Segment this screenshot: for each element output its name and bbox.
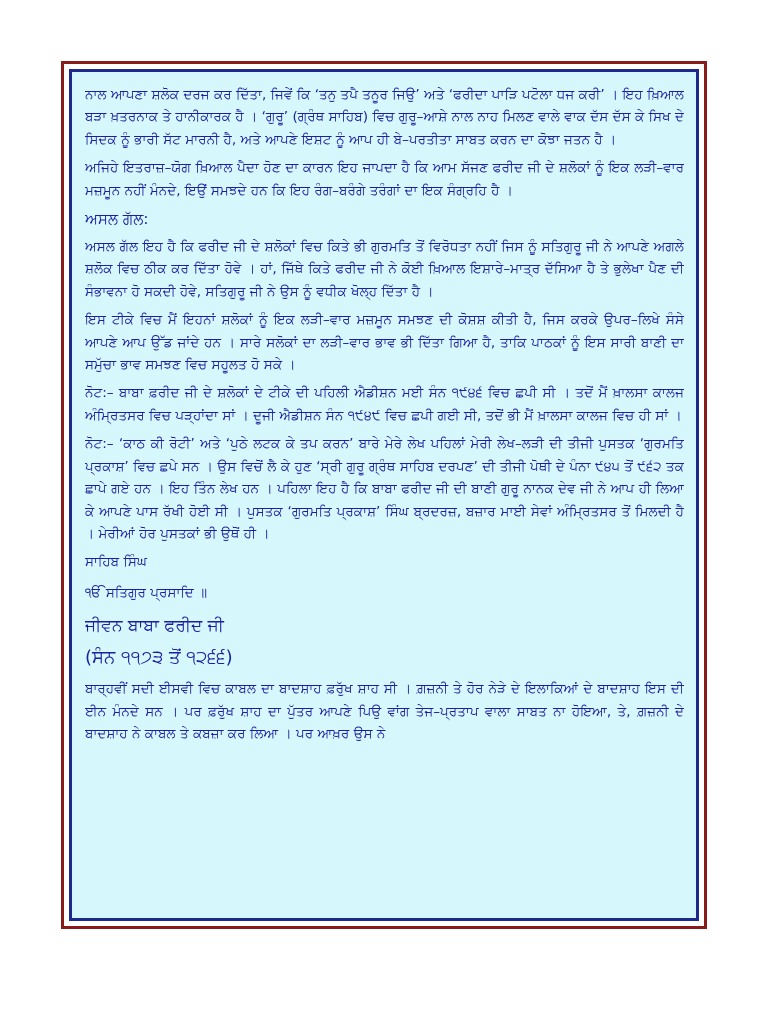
chapter-years: (ਸੰਨ ੧੧੭੩ ਤੋਂ ੧੨੬੬): [85, 647, 233, 669]
chapter-title: ਜੀਵਨ ਬਾਬਾ ਫਰੀਦ ਜੀ: [85, 616, 224, 637]
paragraph-1: ਨਾਲ ਆਪਣਾ ਸ਼ਲੋਕ ਦਰਜ ਕਰ ਦਿੱਤਾ, ਜਿਵੇਂ ਕਿ ‘ਤਨੁ ਤਪੈ ਤਨੂਰ ਜਿਉ’ ਅਤੇ ‘ਫਰੀਦਾ ਪਾੜਿ ਪਟੋਲਾ ਧਜ ਕਰੀ’ । ਇਹ ਖ਼ਿਆਲ ਬੜਾ ਖ਼ਤਰਨਾਕ ਤੇ ਹਾਨੀਕਾਰਕ ਹੈ । ‘ਗੁਰੂ’ (ਗ੍ਰੰਥ ਸਾਹਿਬ) ਵਿਚ ਗੁਰੂ–ਆਸ਼ੇ ਨਾਲ ਨਾਹ ਮਿਲਣ ਵਾਲੇ ਵਾਕ ਦੱਸ ਦੱਸ ਕੇ ਸਿਖ ਦੇ ਸਿਦਕ ਨੂੰ ਭਾਰੀ ਸੱਟ ਮਾਰਨੀ ਹੈ, ਅਤੇ ਆਪਣੇ ਇਸ਼ਟ ਨੂੰ ਆਪ ਹੀ ਬੇ–ਪਰਤੀਤਾ ਸਾਬਤ ਕਰਨ ਦਾ ਕੋਝਾ ਜਤਨ ਹੈ ।: [85, 87, 684, 148]
paragraph-3: ਅਸਲ ਗੱਲ ਇਹ ਹੈ ਕਿ ਫਰੀਦ ਜੀ ਦੇ ਸ਼ਲੋਕਾਂ ਵਿਚ ਕਿਤੇ ਭੀ ਗੁਰਮਤਿ ਤੋਂ ਵਿਰੋਧਤਾ ਨਹੀਂ ਜਿਸ ਨੂੰ ਸਤਿਗੁਰੂ ਜੀ ਨੇ ਆਪਣੇ ਅਗਲੇ ਸ਼ਲੋਕ ਵਿਚ ਠੀਕ ਕਰ ਦਿੱਤਾ ਹੋਵੇ । ਹਾਂ, ਜਿੱਥੇ ਕਿਤੇ ਫਰੀਦ ਜੀ ਨੇ ਕੋਈ ਖ਼ਿਆਲ ਇਸ਼ਾਰੇ–ਮਾਤ੍ਰ ਦੱਸਿਆ ਹੈ ਤੇ ਭੁਲੇਖਾ ਪੈਣ ਦੀ ਸੰਭਾਵਨਾ ਹੋ ਸਕਦੀ ਹੋਵੇ, ਸਤਿਗੁਰੂ ਜੀ ਨੇ ਉਸ ਨੂੰ ਵਧੀਕ ਖੋਲ੍ਹ ਦਿੱਤਾ ਹੈ ।: [85, 239, 684, 300]
paragraph-7: ਬਾਰ੍ਹਵੀਂ ਸਦੀ ਈਸਵੀ ਵਿਚ ਕਾਬਲ ਦਾ ਬਾਦਸ਼ਾਹ ਫ਼ਰੁੱਖ ਸ਼ਾਹ ਸੀ । ਗ਼ਜ਼ਨੀ ਤੇ ਹੋਰ ਨੇੜੇ ਦੇ ਇਲਾਕਿਆਂ ਦੇ ਬਾਦਸ਼ਾਹ ਇਸ ਦੀ ਈਨ ਮੰਨਦੇ ਸਨ । ਪਰ ਫ਼ਰੁੱਖ ਸ਼ਾਹ ਦਾ ਪੁੱਤਰ ਆਪਣੇ ਪਿਉ ਵਾਂਗ ਤੇਜ–ਪ੍ਰਤਾਪ ਵਾਲਾ ਸਾਬਤ ਨਾ ਹੋਇਆ, ਤੇ, ਗ਼ਜ਼ਨੀ ਦੇ ਬਾਦਸ਼ਾਹ ਨੇ ਕਾਬਲ ਤੇ ਕਬਜ਼ਾ ਕਰ ਲਿਆ । ਪਰ ਆਖ਼ਰ ਉਸ ਨੇ: [85, 681, 684, 742]
page-content: [85, 84, 684, 910]
paragraph-4: ਇਸ ਟੀਕੇ ਵਿਚ ਮੈਂ ਇਹਨਾਂ ਸ਼ਲੋਕਾਂ ਨੂੰ ਇਕ ਲੜੀ–ਵਾਰ ਮਜ਼ਮੂਨ ਸਮਝਣ ਦੀ ਕੋਸ਼ਸ਼ ਕੀਤੀ ਹੈ, ਜਿਸ ਕਰਕੇ ਉਪਰ–ਲਿਖੇ ਸੰਸੇ ਆਪਣੇ ਆਪ ਉੱਡ ਜਾਂਦੇ ਹਨ । ਸਾਰੇ ਸਲੋਕਾਂ ਦਾ ਲੜੀ–ਵਾਰ ਭਾਵ ਭੀ ਦਿੱਤਾ ਗਿਆ ਹੈ, ਤਾਕਿ ਪਾਠਕਾਂ ਨੂੰ ਇਸ ਸਾਰੀ ਬਾਣੀ ਦਾ ਸਮੁੱਚਾ ਭਾਵ ਸਮਝਣ ਵਿਚ ਸਹੂਲਤ ਹੋ ਸਕੇ ।: [85, 312, 684, 374]
page-frame-outer: [61, 61, 707, 929]
note-1: ਨੋਟ:– ਬਾਬਾ ਫ਼ਰੀਦ ਜੀ ਦੇ ਸ਼ਲੋਕਾਂ ਦੇ ਟੀਕੇ ਦੀ ਪਹਿਲੀ ਐਡੀਸ਼ਨ ਮਈ ਸੰਨ ੧੯੪੬ ਵਿਚ ਛਪੀ ਸੀ । ਤਦੋਂ ਮੈਂ ਖ਼ਾਲਸਾ ਕਾਲਜ ਅੰਮ੍ਰਿਤਸਰ ਵਿਚ ਪੜ੍ਹਾਂਦਾ ਸਾਂ । ਦੂਜੀ ਐਡੀਸ਼ਨ ਸੰਨ ੧੯੪੯ ਵਿਚ ਛਪੀ ਗਈ ਸੀ, ਤਦੋਂ ਭੀ ਮੈਂ ਖ਼ਾਲਸਾ ਕਾਲਜ ਵਿਚ ਹੀ ਸਾਂ ।: [85, 385, 684, 424]
note-2: ਨੋਟ:– ‘ਕਾਠ ਕੀ ਰੋਟੀ’ ਅਤੇ ‘ਪੁਠੇ ਲਟਕ ਕੇ ਤਪ ਕਰਨ’ ਬਾਰੇ ਮੇਰੇ ਲੇਖ ਪਹਿਲਾਂ ਮੇਰੀ ਲੇਖ–ਲੜੀ ਦੀ ਤੀਜੀ ਪੁਸਤਕ ‘ਗੁਰਮਤਿ ਪ੍ਰਕਾਸ਼’ ਵਿਚ ਛਪੇ ਸਨ । ਉਸ ਵਿਚੋਂ ਲੈ ਕੇ ਹੁਣ ‘ਸ੍ਰੀ ਗੁਰੂ ਗ੍ਰੰਥ ਸਾਹਿਬ ਦਰਪਣ’ ਦੀ ਤੀਜੀ ਪੋਥੀ ਦੇ ਪੰਨਾ ੯੪੫ ਤੋਂ ੯੬੨ ਤਕ ਛਾਪੇ ਗਏ ਹਨ । ਇਹ ਤਿੰਨ ਲੇਖ ਹਨ । ਪਹਿਲਾ ਇਹ ਹੈ ਕਿ ਬਾਬਾ ਫਰੀਦ ਜੀ ਦੀ ਬਾਣੀ ਗੁਰੂ ਨਾਨਕ ਦੇਵ ਜੀ ਨੇ ਆਪ ਹੀ ਲਿਆ ਕੇ ਆਪਣੇ ਪਾਸ ਰੱਖੀ ਹੋਈ ਸੀ । ਪੁਸਤਕ ‘ਗੁਰਮਤਿ ਪ੍ਰਕਾਸ਼’ ਸਿੰਘ ਬ੍ਰਦਰਜ਼, ਬਜ਼ਾਰ ਮਾਈ ਸੇਵਾਂ ਅੰਮ੍ਰਿਤਸਰ ਤੋਂ ਮਿਲਦੀ ਹੈ । ਮੇਰੀਆਂ ਹੋਰ ਪੁਸਤਕਾਂ ਭੀ ਉਥੋਂ ਹੀ ।: [85, 436, 684, 542]
author-signature: ਸਾਹਿਬ ਸਿੰਘ: [85, 554, 148, 571]
invocation: ੴ ਸਤਿਗੁਰ ਪ੍ਰਸਾਦਿ ॥: [85, 584, 208, 601]
paragraph-2: ਅਜਿਹੇ ਇਤਰਾਜ਼–ਯੋਗ ਖ਼ਿਆਲ ਪੈਦਾ ਹੋਣ ਦਾ ਕਾਰਨ ਇਹ ਜਾਪਦਾ ਹੈ ਕਿ ਆਮ ਸੱਜਣ ਫਰੀਦ ਜੀ ਦੇ ਸ਼ਲੋਕਾਂ ਨੂੰ ਇਕ ਲੜੀ–ਵਾਰ ਮਜ਼ਮੂਨ ਨਹੀਂ ਮੰਨਦੇ, ਇਉਂ ਸਮਝਦੇ ਹਨ ਕਿ ਇਹ ਰੰਗ–ਬਰੰਗੇ ਤਰੰਗਾਂ ਦਾ ਇਕ ਸੰਗ੍ਰਹਿ ਹੈ ।: [85, 160, 684, 199]
section-heading: ਅਸਲ ਗੱਲ:: [85, 210, 149, 229]
page-frame-inner: [69, 69, 699, 921]
